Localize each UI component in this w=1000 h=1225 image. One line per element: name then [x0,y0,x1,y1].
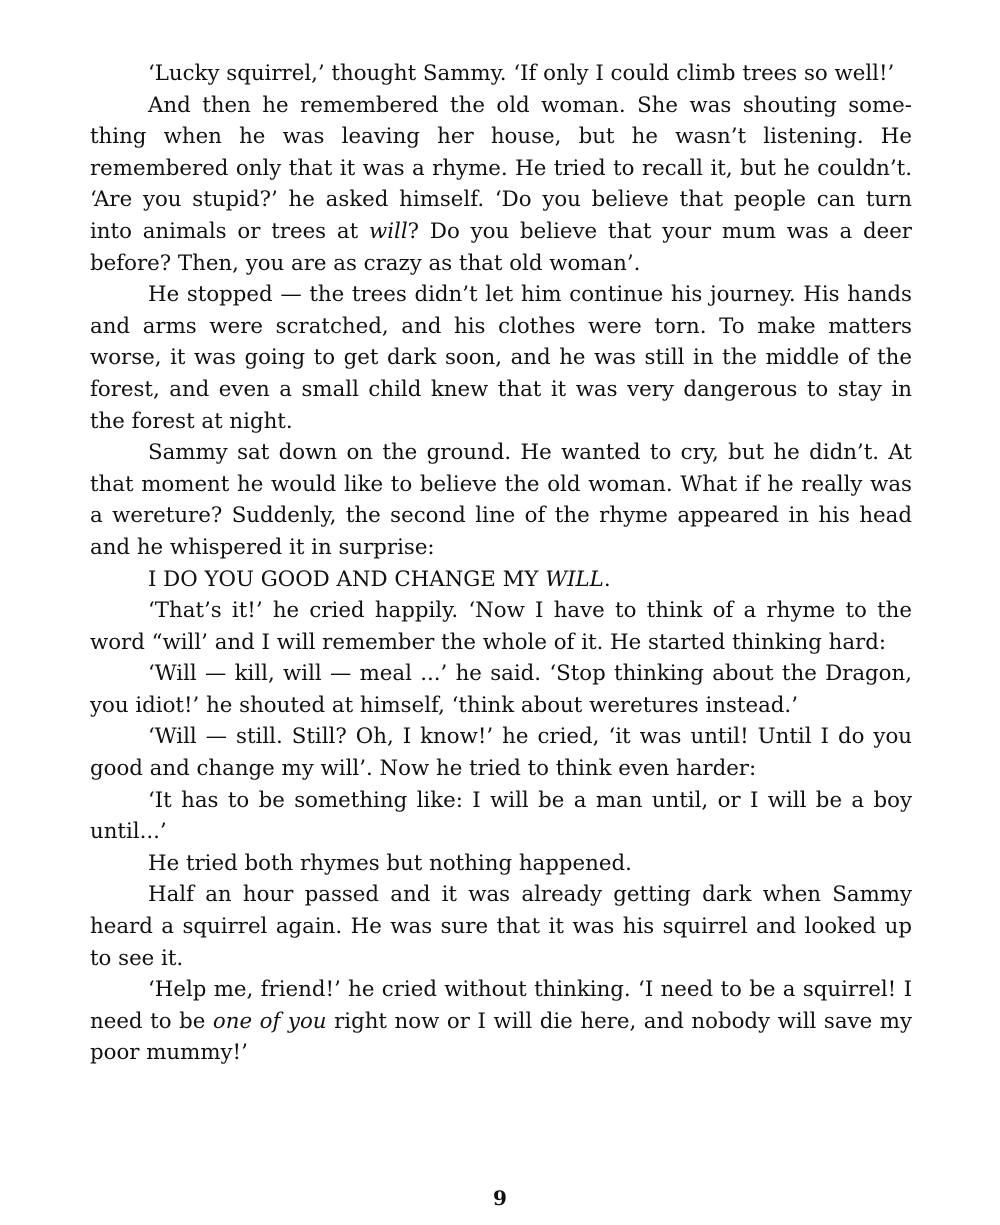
text-segment: right now or I will die here, and nobody will save my poor mummy!’ [90,1008,912,1066]
text-segment: Half an hour passed and it was already getting dark when Sammy heard a squirrel again. He was sure that it was his squirrel and looked up to see it. [90,882,912,971]
text-segment: Sammy sat down on the ground. He wanted to cry, but he didn’t. At that moment he would like to believe the old woman. What if he really was a wereture? Suddenly, the second line of the rhyme appeared in his head and he whispered it in surprise: [90,440,912,560]
text-segment: ‘Lucky squirrel,’ thought Sammy. ‘If only I could climb trees so well!’ [148,61,895,86]
italic-text-segment: WILL [545,566,604,592]
text-segment: ‘It has to be something like: I will be a man until, or I will be a boy until...’ [90,787,912,845]
paragraph [90,721,912,784]
text-segment: ‘Help me, friend!’ he cried without thinking. ‘I need to be a squirrel! I need to be [90,977,912,1034]
paragraph [90,785,912,848]
paragraph [90,279,912,437]
text-segment: I DO YOU GOOD AND CHANGE MY [148,566,546,592]
paragraph [90,848,912,880]
rhyme-line [90,564,912,596]
paragraph [90,658,912,721]
text-segment: He tried both rhymes but nothing happened. [148,850,632,876]
book-page [90,58,912,1069]
page-number: 9 [493,1186,507,1210]
paragraph [90,595,912,658]
paragraph [90,90,912,280]
text-segment: . [603,566,611,592]
text-segment: He stopped — the trees didn’t let him continue his journey. His hands and arms were scratched, and his clothes were torn. To make matters worse, it was going to get dark soon, and he was still in the middle of the forest, and even a small child knew that it was very dangerous to stay in the forest at night. [90,282,912,434]
paragraph [90,437,912,563]
text-segment: ‘Will — kill, will — meal ...’ he said. ‘Stop thinking about the Dragon, you idiot!’ he shouted at himself, ‘think about weretures instead.’ [90,661,912,718]
paragraph [90,879,912,974]
italic-text-segment: one of you [212,1008,327,1034]
text-segment: ‘That’s it!’ he cried happily. ‘Now I have to think of a rhyme to the word “will’ and I will remember the whole of it. He started thinking hard: [90,598,912,655]
italic-text-segment: will [369,218,408,244]
paragraph [90,974,912,1069]
paragraph [90,58,912,90]
text-segment: ? Do you believe that your mum was a deer before? Then, you are as crazy as that old woman’. [90,218,912,276]
text-segment: ‘Will — still. Still? Oh, I know!’ he cried, ‘it was until! Until I do you good and change my will’. Now he tried to think even harder: [90,724,912,782]
text-segment: And then he remembered the old woman. She was shouting something when he was leaving her house, but he wasn’t listening. He remembered only that it was a rhyme. He tried to recall it, but he couldn’t. ‘Are you stupid?’ he asked himself. ‘Do you believe that people can turn into animals or trees at [90,92,912,244]
